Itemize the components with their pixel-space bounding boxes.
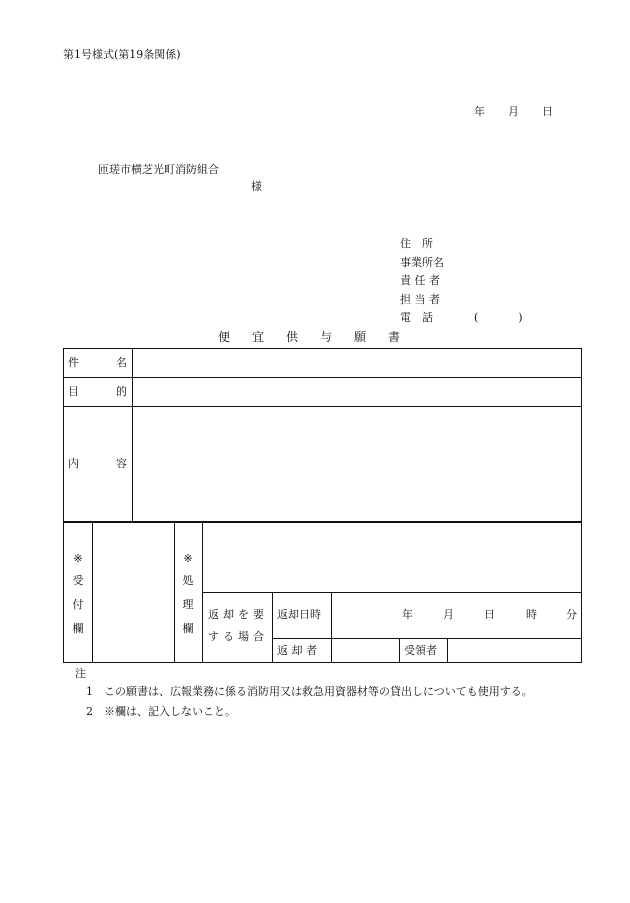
field-office-label: 事業所名 [400, 256, 444, 269]
row-subject-value[interactable] [136, 352, 578, 374]
processing-char-1: 処 [182, 574, 194, 587]
return-datetime-hour: 時 [526, 608, 537, 621]
note-1-text: この願書は、広報業務に係る消防用又は救急用資器材等の貸出しについても使用する。 [104, 685, 533, 698]
return-datetime-label: 返却日時 [277, 608, 321, 621]
row-subject-label-left: 件 [68, 356, 79, 369]
honorific: 様 [251, 180, 262, 193]
note-2-number: 2 [86, 705, 93, 718]
processing-char-3: 欄 [182, 622, 194, 635]
row-content-value[interactable] [136, 410, 578, 518]
field-address-label: 住 所 [400, 237, 433, 250]
reception-char-1: 受 [72, 574, 84, 587]
row-content-label-left: 内 [68, 457, 79, 470]
row-purpose-label-left: 目 [68, 385, 79, 398]
return-required-line2: する場合 [208, 630, 268, 643]
return-datetime-day: 日 [484, 608, 495, 621]
row-purpose-value[interactable] [136, 381, 578, 403]
return-datetime-minute: 分 [566, 608, 577, 621]
form-number: 第1号様式(第19条関係) [63, 48, 181, 61]
reception-mark: ※ [73, 552, 83, 565]
reception-char-2: 付 [72, 598, 84, 611]
row-content-label-right: 容 [116, 457, 127, 470]
notes-heading: 注 [75, 667, 86, 680]
note-2-text: ※欄は、記入しないこと。 [104, 705, 236, 718]
field-phone-paren: ( ) [474, 311, 529, 324]
note-1-number: 1 [86, 685, 93, 698]
document-title: 便 宜 供 与 願 書 [218, 330, 406, 344]
processing-mark: ※ [183, 552, 193, 565]
date-year: 年 [474, 105, 485, 118]
recipient-label: 受領者 [404, 644, 437, 657]
return-datetime-month: 月 [443, 608, 454, 621]
returner-value[interactable] [334, 641, 396, 660]
returner-label: 返 却 者 [277, 644, 317, 657]
addressee: 匝瑳市横芝光町消防組合 [98, 163, 219, 176]
reception-char-3: 欄 [72, 622, 84, 635]
return-datetime-year: 年 [402, 608, 413, 621]
recipient-value[interactable] [450, 641, 578, 660]
field-responsible-label: 責 任 者 [400, 274, 440, 287]
row-purpose-label-right: 的 [116, 385, 127, 398]
field-phone-label: 電 話 [400, 311, 433, 324]
processing-char-2: 理 [182, 598, 194, 611]
date-day: 日 [542, 105, 553, 118]
reception-value[interactable] [95, 526, 171, 659]
field-contact-label: 担 当 者 [400, 293, 440, 306]
row-subject-label-right: 名 [116, 356, 127, 369]
processing-value[interactable] [206, 526, 578, 588]
return-required-line1: 返却を要 [208, 608, 268, 621]
date-month: 月 [508, 105, 519, 118]
